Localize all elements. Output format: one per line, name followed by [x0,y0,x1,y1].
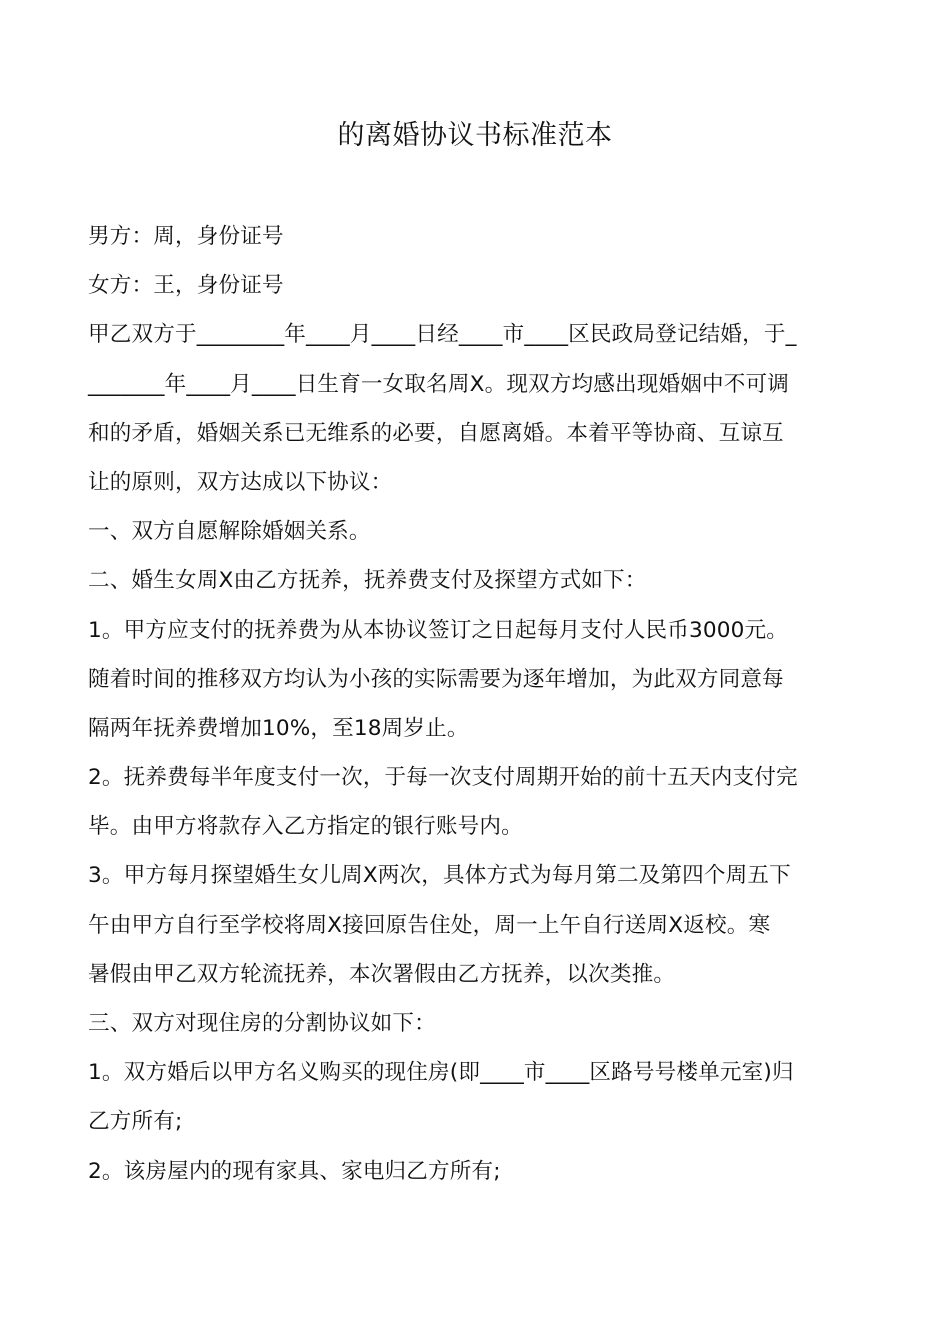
clause-line: 1。甲方应支付的抚养费为从本协议签订之日起每月支付人民币3000元。 [88,617,789,643]
document-title: 的离婚协议书标准范本 [337,120,613,151]
clause-line: 3。甲方每月探望婚生女儿周X两次，具体方式为每月第二及第四个周五下 [88,863,791,889]
section-heading-1: 一、双方自愿解除婚姻关系。 [88,519,371,545]
clause-line: 隔两年抚养费增加10%，至18周岁止。 [88,715,469,741]
section-heading-3: 三、双方对现住房的分割协议如下： [88,1011,436,1036]
clause-line: 1。双方婚后以甲方名义购买的现住房(即____市____区路号号楼单元室)归 [88,1060,794,1086]
paragraph-line: 让的原则，双方达成以下协议： [88,469,393,495]
clause-line: 乙方所有; [88,1109,183,1135]
document-body [88,212,873,1196]
paragraph-line: 甲乙双方于________年____月____日经____市____区民政局登记结婚，于_ [88,322,797,348]
clause-line: 午由甲方自行至学校将周X接回原告住处，周一上午自行送周X返校。寒 [88,912,771,938]
paragraph-line: 和的矛盾，婚姻关系已无维系的必要，自愿离婚。本着平等协商、互谅互 [88,420,784,446]
paragraph-line: _______年____月____日生育一女取名周X。现双方均感出现婚姻中不可调 [88,371,789,397]
clause-line: 随着时间的推移双方均认为小孩的实际需要为逐年增加，为此双方同意每 [88,666,784,692]
clause-line: 暑假由甲乙双方轮流抚养，本次署假由乙方抚养，以次类推。 [88,961,676,987]
clause-line: 2。抚养费每半年度支付一次，于每一次支付周期开始的前十五天内支付完 [88,765,798,791]
section-heading-2: 二、婚生女周X由乙方抚养，抚养费支付及探望方式如下： [88,568,647,594]
party-female-line: 女方：王，身份证号 [88,273,284,299]
clause-line: 2。该房屋内的现有家具、家电归乙方所有; [88,1158,501,1184]
party-male-line: 男方：周，身份证号 [88,224,284,249]
clause-line: 毕。由甲方将款存入乙方指定的银行账号内。 [88,814,523,840]
